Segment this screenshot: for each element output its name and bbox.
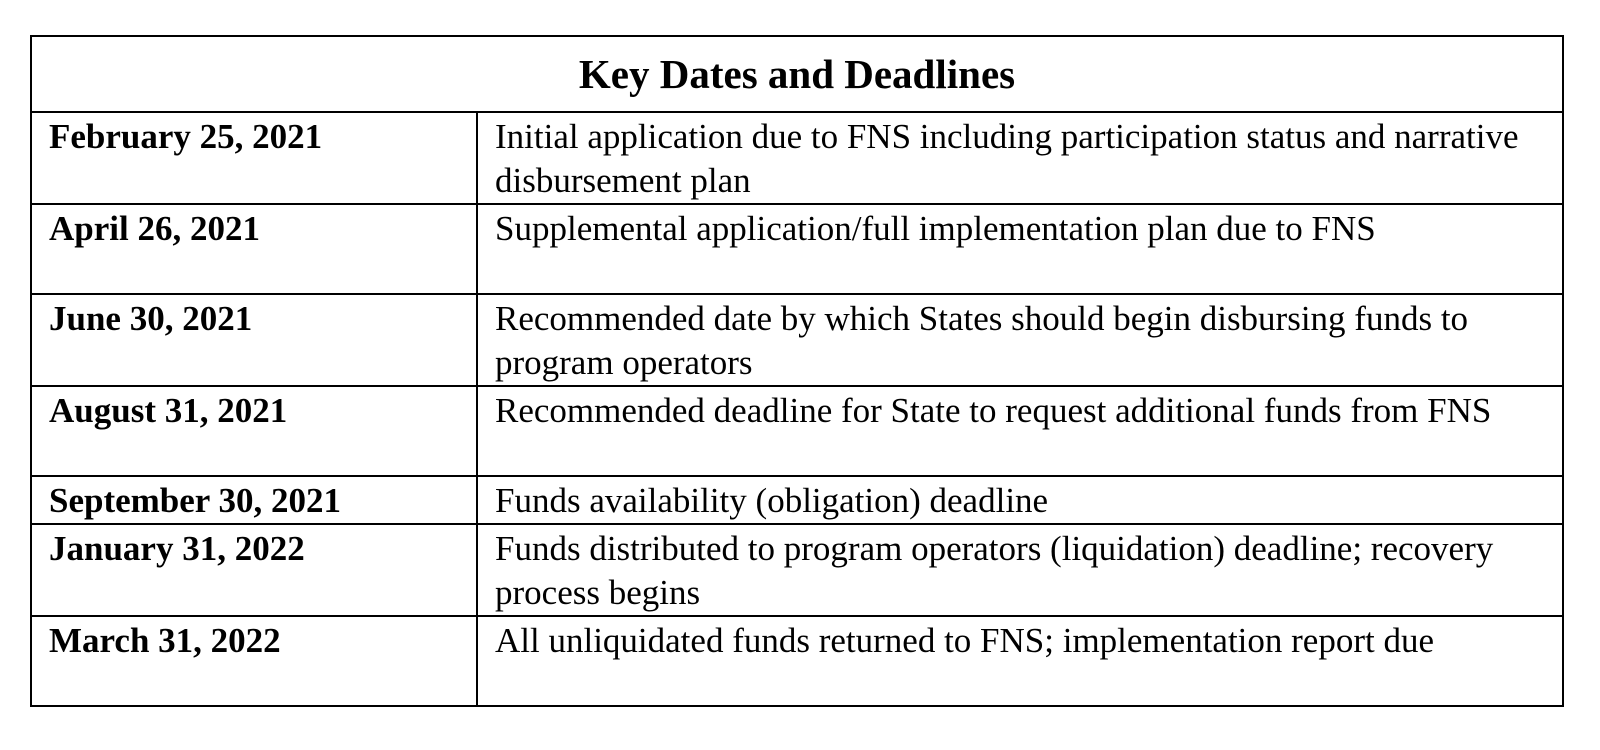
- date-cell: January 31, 2022: [31, 524, 477, 616]
- table-row: [31, 616, 1563, 706]
- description-cell: Supplemental application/full implementation plan due to FNS: [477, 204, 1563, 294]
- description-cell: Funds availability (obligation) deadline: [477, 476, 1563, 524]
- description-cell: Recommended date by which States should begin disbursing funds to program operators: [477, 294, 1563, 386]
- description-cell: Recommended deadline for State to request additional funds from FNS: [477, 386, 1563, 476]
- date-cell: September 30, 2021: [31, 476, 477, 524]
- table-row: [31, 112, 1563, 204]
- date-cell: February 25, 2021: [31, 112, 477, 204]
- table-row: [31, 524, 1563, 616]
- description-cell: All unliquidated funds returned to FNS; implementation report due: [477, 616, 1563, 706]
- table-row: [31, 386, 1563, 476]
- date-cell: April 26, 2021: [31, 204, 477, 294]
- description-cell: Funds distributed to program operators (liquidation) deadline; recovery process begins: [477, 524, 1563, 616]
- date-cell: March 31, 2022: [31, 616, 477, 706]
- table-title: Key Dates and Deadlines: [31, 36, 1563, 112]
- table-header-row: [31, 36, 1563, 112]
- description-cell: Initial application due to FNS including participation status and narrative disbursement plan: [477, 112, 1563, 204]
- date-cell: June 30, 2021: [31, 294, 477, 386]
- table-row: [31, 476, 1563, 524]
- table-row: [31, 294, 1563, 386]
- key-dates-table: [30, 35, 1564, 707]
- date-cell: August 31, 2021: [31, 386, 477, 476]
- table-row: [31, 204, 1563, 294]
